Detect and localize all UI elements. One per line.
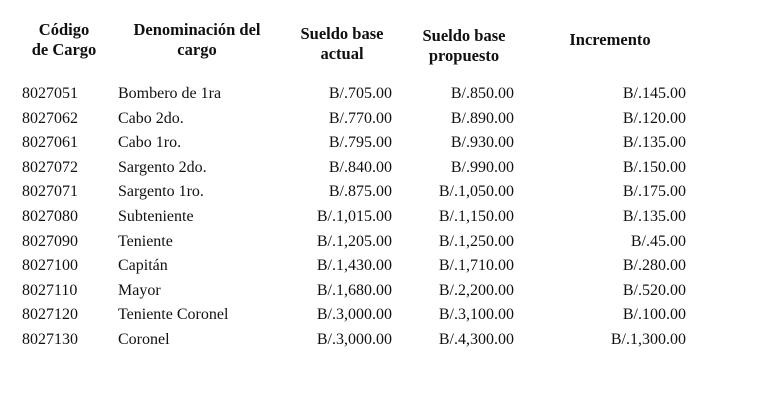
table-row bbox=[0, 281, 780, 306]
cell-increase: B/.135.00 bbox=[622, 207, 686, 225]
cell-increase: B/.280.00 bbox=[622, 257, 686, 275]
table-row bbox=[0, 158, 780, 183]
cell-proposed-salary: B/.2,200.00 bbox=[438, 281, 514, 299]
cell-proposed-salary: B/.990.00 bbox=[450, 158, 514, 176]
table-row bbox=[0, 84, 780, 109]
cell-code: 8027071 bbox=[22, 183, 78, 201]
cell-proposed-salary: B/.1,150.00 bbox=[438, 207, 514, 225]
header-increase: Incremento bbox=[569, 30, 651, 49]
cell-proposed-salary: B/.850.00 bbox=[450, 85, 514, 102]
cell-current-salary: B/.3,000.00 bbox=[316, 330, 392, 348]
cell-increase: B/.1,300.00 bbox=[610, 330, 686, 348]
table-row bbox=[0, 305, 780, 330]
table-row bbox=[0, 330, 780, 355]
cell-code: 8027090 bbox=[22, 232, 78, 250]
cell-name: Sargento 2do. bbox=[118, 158, 207, 176]
cell-name: Teniente bbox=[118, 232, 173, 250]
cell-increase: B/.45.00 bbox=[630, 232, 686, 250]
cell-increase: B/.135.00 bbox=[622, 134, 686, 152]
table-row bbox=[0, 256, 780, 281]
cell-proposed-salary: B/.890.00 bbox=[450, 109, 514, 127]
cell-code: 8027100 bbox=[22, 257, 78, 275]
header-proposed-salary: Sueldo base propuesto bbox=[422, 26, 506, 65]
cell-current-salary: B/.705.00 bbox=[328, 85, 392, 102]
cell-current-salary: B/.1,680.00 bbox=[316, 281, 392, 299]
header-name: Denominación del cargo bbox=[133, 20, 261, 59]
cell-code: 8027061 bbox=[22, 134, 78, 152]
cell-current-salary: B/.1,015.00 bbox=[316, 207, 392, 225]
table-row bbox=[0, 232, 780, 257]
cell-name: Mayor bbox=[118, 281, 161, 299]
cell-name: Coronel bbox=[118, 330, 170, 348]
cell-increase: B/.100.00 bbox=[622, 306, 686, 324]
cell-code: 8027120 bbox=[22, 306, 78, 324]
cell-name: Cabo 2do. bbox=[118, 109, 184, 127]
cell-proposed-salary: B/.4,300.00 bbox=[438, 330, 514, 348]
table-row bbox=[0, 133, 780, 158]
cell-proposed-salary: B/.1,710.00 bbox=[438, 257, 514, 275]
cell-increase: B/.145.00 bbox=[622, 85, 686, 102]
cell-current-salary: B/.1,205.00 bbox=[316, 232, 392, 250]
cell-current-salary: B/.840.00 bbox=[328, 158, 392, 176]
cell-current-salary: B/.1,430.00 bbox=[316, 257, 392, 275]
cell-increase: B/.150.00 bbox=[622, 158, 686, 176]
cell-current-salary: B/.770.00 bbox=[328, 109, 392, 127]
cell-name: Cabo 1ro. bbox=[118, 134, 182, 152]
table-header bbox=[0, 20, 780, 80]
cell-code: 8027080 bbox=[22, 207, 78, 225]
header-code: Código de Cargo bbox=[31, 20, 97, 59]
table-body bbox=[0, 84, 780, 355]
cell-name: Teniente Coronel bbox=[118, 306, 229, 324]
cell-proposed-salary: B/.930.00 bbox=[450, 134, 514, 152]
cell-increase: B/.175.00 bbox=[622, 183, 686, 201]
cell-current-salary: B/.875.00 bbox=[328, 183, 392, 201]
cell-increase: B/.120.00 bbox=[622, 109, 686, 127]
cell-proposed-salary: B/.3,100.00 bbox=[438, 306, 514, 324]
cell-proposed-salary: B/.1,250.00 bbox=[438, 232, 514, 250]
header-current-salary: Sueldo base actual bbox=[300, 24, 384, 63]
cell-current-salary: B/.795.00 bbox=[328, 134, 392, 152]
cell-code: 8027130 bbox=[22, 330, 78, 348]
cell-proposed-salary: B/.1,050.00 bbox=[438, 183, 514, 201]
cell-name: Subteniente bbox=[118, 207, 194, 225]
table-row bbox=[0, 109, 780, 134]
cell-name: Sargento 1ro. bbox=[118, 183, 204, 201]
cell-code: 8027072 bbox=[22, 158, 78, 176]
cell-increase: B/.520.00 bbox=[622, 281, 686, 299]
table-row bbox=[0, 207, 780, 232]
cell-code: 8027062 bbox=[22, 109, 78, 127]
cell-current-salary: B/.3,000.00 bbox=[316, 306, 392, 324]
table-row bbox=[0, 182, 780, 207]
cell-name: Bombero de 1ra bbox=[118, 85, 222, 102]
cell-name: Capitán bbox=[118, 257, 168, 275]
cell-code: 8027051 bbox=[22, 85, 78, 102]
cell-code: 8027110 bbox=[22, 281, 78, 299]
